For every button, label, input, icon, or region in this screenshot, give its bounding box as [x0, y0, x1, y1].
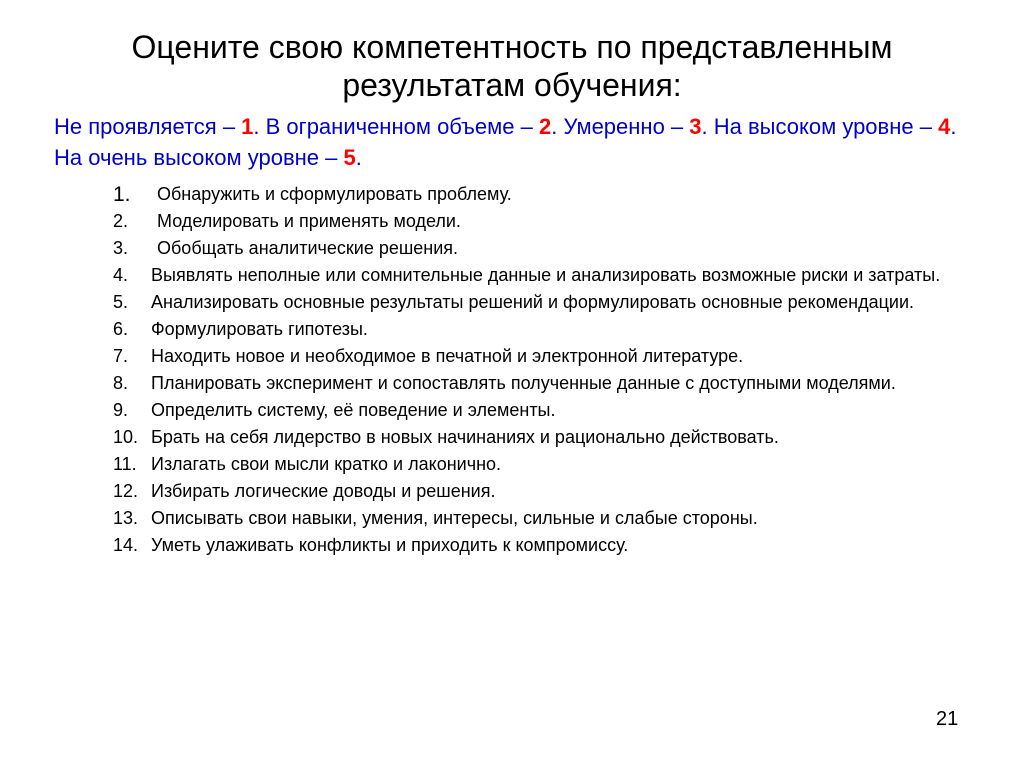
list-item — [113, 181, 988, 208]
list-item-number: 12. — [113, 481, 139, 501]
learning-outcomes-list — [113, 181, 988, 559]
list-item — [113, 289, 988, 316]
slide-title-line-2: результатам обучения: — [342, 67, 682, 103]
list-item-text: Планировать эксперимент и сопоставлять полученные данные с доступными моделями. — [151, 373, 896, 393]
scale-number-3: 3 — [689, 114, 702, 139]
list-item-text: Находить новое и необходимое в печатной и электронной литературе. — [151, 346, 744, 366]
list-item-number: 9. — [113, 400, 129, 420]
list-item-number: 14. — [113, 535, 139, 555]
list-item-text: Описывать свои навыки, умения, интересы, сильные и слабые стороны. — [151, 508, 758, 528]
list-item — [113, 343, 988, 370]
list-item-number: 6. — [113, 319, 129, 339]
list-item — [113, 424, 988, 451]
scale-number-2: 2 — [538, 114, 552, 139]
list-item-text: Уметь улаживать конфликты и приходить к компромиссу. — [151, 535, 629, 555]
list-item-number: 7. — [113, 346, 129, 366]
scale-number-5: 5 — [343, 145, 356, 170]
list-item-text: Брать на себя лидерство в новых начинаниях и рационально действовать. — [151, 427, 779, 447]
list-item-text: Обнаружить и сформулировать проблему. — [157, 184, 512, 204]
list-item-text: Определить систему, её поведение и элементы. — [151, 400, 556, 420]
list-item — [113, 532, 988, 559]
list-item — [113, 478, 988, 505]
list-item-number: 5. — [113, 292, 129, 312]
list-item-number: 11. — [113, 454, 137, 474]
scale-number-4: 4 — [938, 114, 951, 139]
scale-text-5: . На очень высоком уровне – — [54, 114, 957, 170]
page-number: 21 — [936, 708, 959, 730]
scale-number-1: 1 — [241, 114, 254, 139]
scale-text-6: . — [355, 145, 362, 170]
list-item-number: 1. — [113, 183, 131, 206]
list-item-number: 13. — [113, 508, 139, 528]
list-item-text: Излагать свои мысли кратко и лаконично. — [151, 454, 502, 474]
list-item-text: Выявлять неполные или сомнительные данные и анализировать возможные риски и затраты. — [151, 265, 941, 285]
list-item — [113, 316, 988, 343]
list-item-text: Анализировать основные результаты решений и формулировать основные рекомендации. — [151, 292, 915, 312]
list-item — [113, 397, 988, 424]
list-item — [113, 235, 988, 262]
list-item — [113, 451, 988, 478]
list-item-number: 2. — [113, 211, 129, 231]
slide-title — [0, 28, 1024, 104]
scale-text-4: . На высоком уровне – — [701, 114, 939, 139]
list-item — [113, 505, 988, 532]
slide-title-line-1: Оцените свою компетентность по представленным — [131, 29, 893, 65]
list-item-number: 8. — [113, 373, 129, 393]
list-item-text: Моделировать и применять модели. — [157, 211, 461, 231]
scale-text-2: . В ограниченном объеме – — [253, 114, 539, 139]
list-item-number: 10. — [113, 427, 139, 447]
list-item-text: Избирать логические доводы и решения. — [151, 481, 496, 501]
list-item-text: Формулировать гипотезы. — [151, 319, 368, 339]
list-item — [113, 262, 988, 289]
list-item — [113, 208, 988, 235]
list-item — [113, 370, 988, 397]
list-item-text: Обобщать аналитические решения. — [157, 238, 459, 258]
scale-text-3: . Умеренно – — [551, 114, 690, 139]
list-item-number: 4. — [113, 265, 129, 285]
rating-scale — [54, 111, 984, 173]
list-item-number: 3. — [113, 238, 129, 258]
scale-text-1: Не проявляется – — [54, 114, 242, 139]
